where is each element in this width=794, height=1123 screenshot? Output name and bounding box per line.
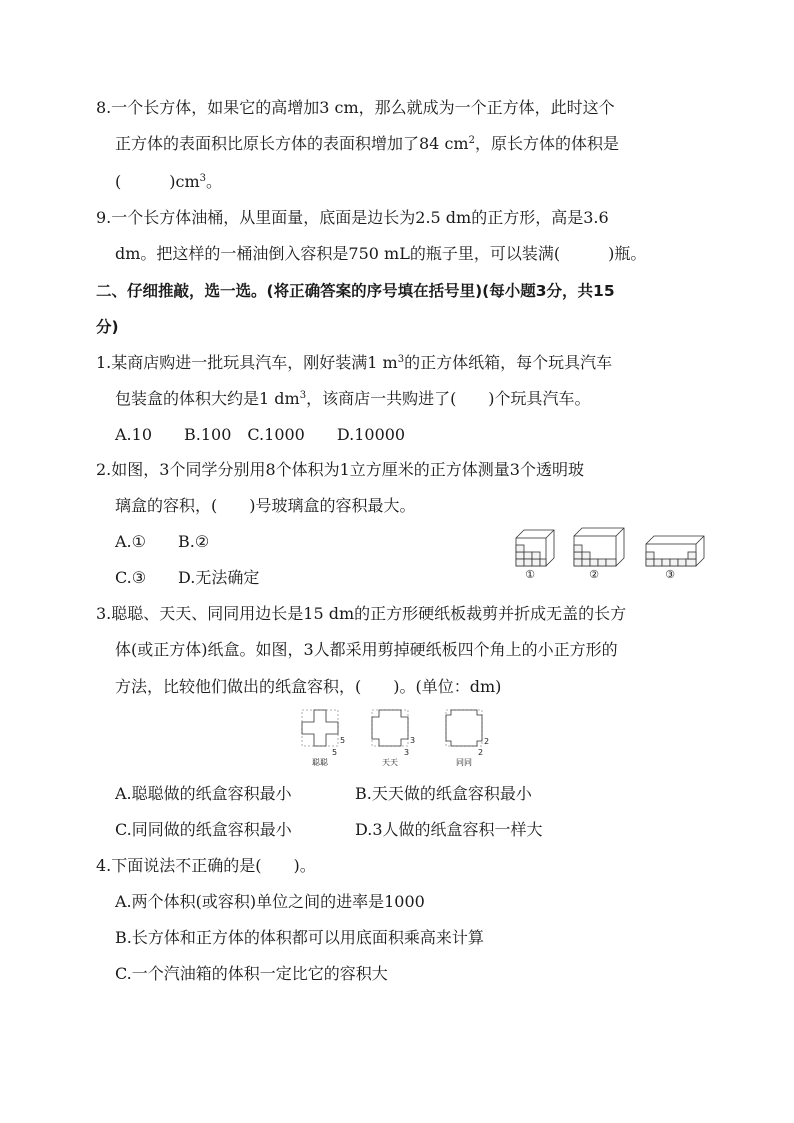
m2-option-b: B.②: [178, 532, 210, 551]
q8-line-2-a: 正方体的表面积比原长方体的表面积增加了84 cm: [115, 134, 469, 153]
m3-option-c: C.同同做的纸盒容积最小: [115, 820, 292, 839]
m3-option-b: B.天天做的纸盒容积最小: [355, 784, 532, 803]
m1-line-1-sup: 3: [397, 354, 405, 365]
q8-line-3-a: ( )cm: [115, 172, 200, 191]
glass-box-label-1: ①: [525, 568, 535, 581]
m3-line-3: 方法，比较他们做出的纸盒容积，( )。(单位：dm): [115, 677, 502, 696]
q9-line-2: dm。把这样的一桶油倒入容积是750 mL的瓶子里，可以装满( )瓶。: [115, 244, 647, 263]
m1-line-2-a: 包装盒的体积大约是1 dm: [115, 389, 300, 408]
m4-option-a: A.两个体积(或容积)单位之间的进率是1000: [115, 892, 425, 911]
m3-line-1: 3.聪聪、天天、同同用边长是15 dm的正方形硬纸板裁剪并折成无盖的长方: [96, 604, 627, 623]
cardboard-tiantian: [372, 710, 408, 746]
glass-box-3: [646, 536, 704, 566]
q8-line-2-sup: 2: [468, 135, 475, 146]
glass-boxes-figure: [508, 524, 708, 582]
cardboard-cut-figure: [296, 706, 492, 768]
m1-line-2-b: ，该商店一共购进了( )个玩具汽车。: [306, 389, 591, 408]
m2-option-a: A.①: [115, 532, 146, 551]
glass-box-2: [574, 528, 624, 566]
glass-box-1: [516, 530, 554, 566]
dim-tongtong-side: 2: [484, 737, 490, 746]
dim-congcong-side: 5: [340, 736, 346, 745]
m2-line-2: 璃盒的容积，( )号玻璃盒的容积最大。: [115, 496, 416, 515]
q8-line-3-sup: 3: [199, 173, 206, 184]
m2-line-1: 2.如图，3个同学分别用8个体积为1立方厘米的正方体测量3个透明玻: [96, 460, 584, 479]
m2-option-c: C.③: [115, 568, 147, 587]
m1-line-1-a: 1.某商店购进一批玩具汽车，刚好装满1 m: [96, 353, 398, 372]
dim-tiantian-bottom: 3: [404, 748, 410, 757]
dim-congcong-bottom: 5: [332, 748, 338, 757]
q8-line-2-b: ，原长方体的体积是: [474, 134, 619, 153]
glass-box-label-2: ②: [589, 568, 599, 581]
m1-line-2: [115, 388, 591, 410]
m4-line-1: 4.下面说法不正确的是( )。: [96, 856, 316, 875]
m1-line-1-b: 的正方体纸箱，每个玩具汽车: [404, 353, 613, 372]
dim-tiantian-side: 3: [410, 736, 416, 745]
m1-options: A.10 B.100 C.1000 D.10000: [115, 425, 406, 444]
m3-option-d: D.3人做的纸盒容积一样大: [355, 820, 543, 839]
m4-option-c: C.一个汽油箱的体积一定比它的容积大: [115, 964, 388, 983]
cardboard-name-congcong: 聪聪: [312, 758, 328, 767]
section-2-heading: 二、仔细推敲，选一选。(将正确答案的序号填在括号里)(每小题3分，共15: [96, 282, 615, 300]
cardboard-congcong: [302, 710, 338, 746]
glass-box-label-3: ③: [665, 568, 675, 581]
m1-line-2-sup: 3: [299, 390, 307, 401]
cardboard-name-tongtong: 同同: [456, 758, 472, 767]
dim-tongtong-bottom: 2: [478, 748, 484, 757]
q8-line-2: [115, 133, 619, 155]
cardboard-name-tiantian: 天天: [382, 758, 398, 767]
m1-line-1: [96, 352, 612, 374]
section-2-heading-cont: 分): [96, 318, 119, 336]
m2-option-d: D.无法确定: [178, 568, 260, 587]
m3-option-a: A.聪聪做的纸盒容积最小: [115, 784, 292, 803]
q8-line-1: 8.一个长方体，如果它的高增加3 cm，那么就成为一个正方体，此时这个: [96, 98, 615, 117]
q8-line-3: [115, 171, 222, 193]
q9-line-1: 9.一个长方体油桶，从里面量，底面是边长为2.5 dm的正方形，高是3.6: [96, 208, 609, 227]
q8-line-3-b: 。: [206, 172, 223, 191]
m4-option-b: B.长方体和正方体的体积都可以用底面积乘高来计算: [115, 928, 484, 947]
cardboard-tongtong: [446, 710, 482, 746]
m3-line-2: 体(或正方体)纸盒。如图，3人都采用剪掉硬纸板四个角上的小正方形的: [115, 640, 618, 659]
